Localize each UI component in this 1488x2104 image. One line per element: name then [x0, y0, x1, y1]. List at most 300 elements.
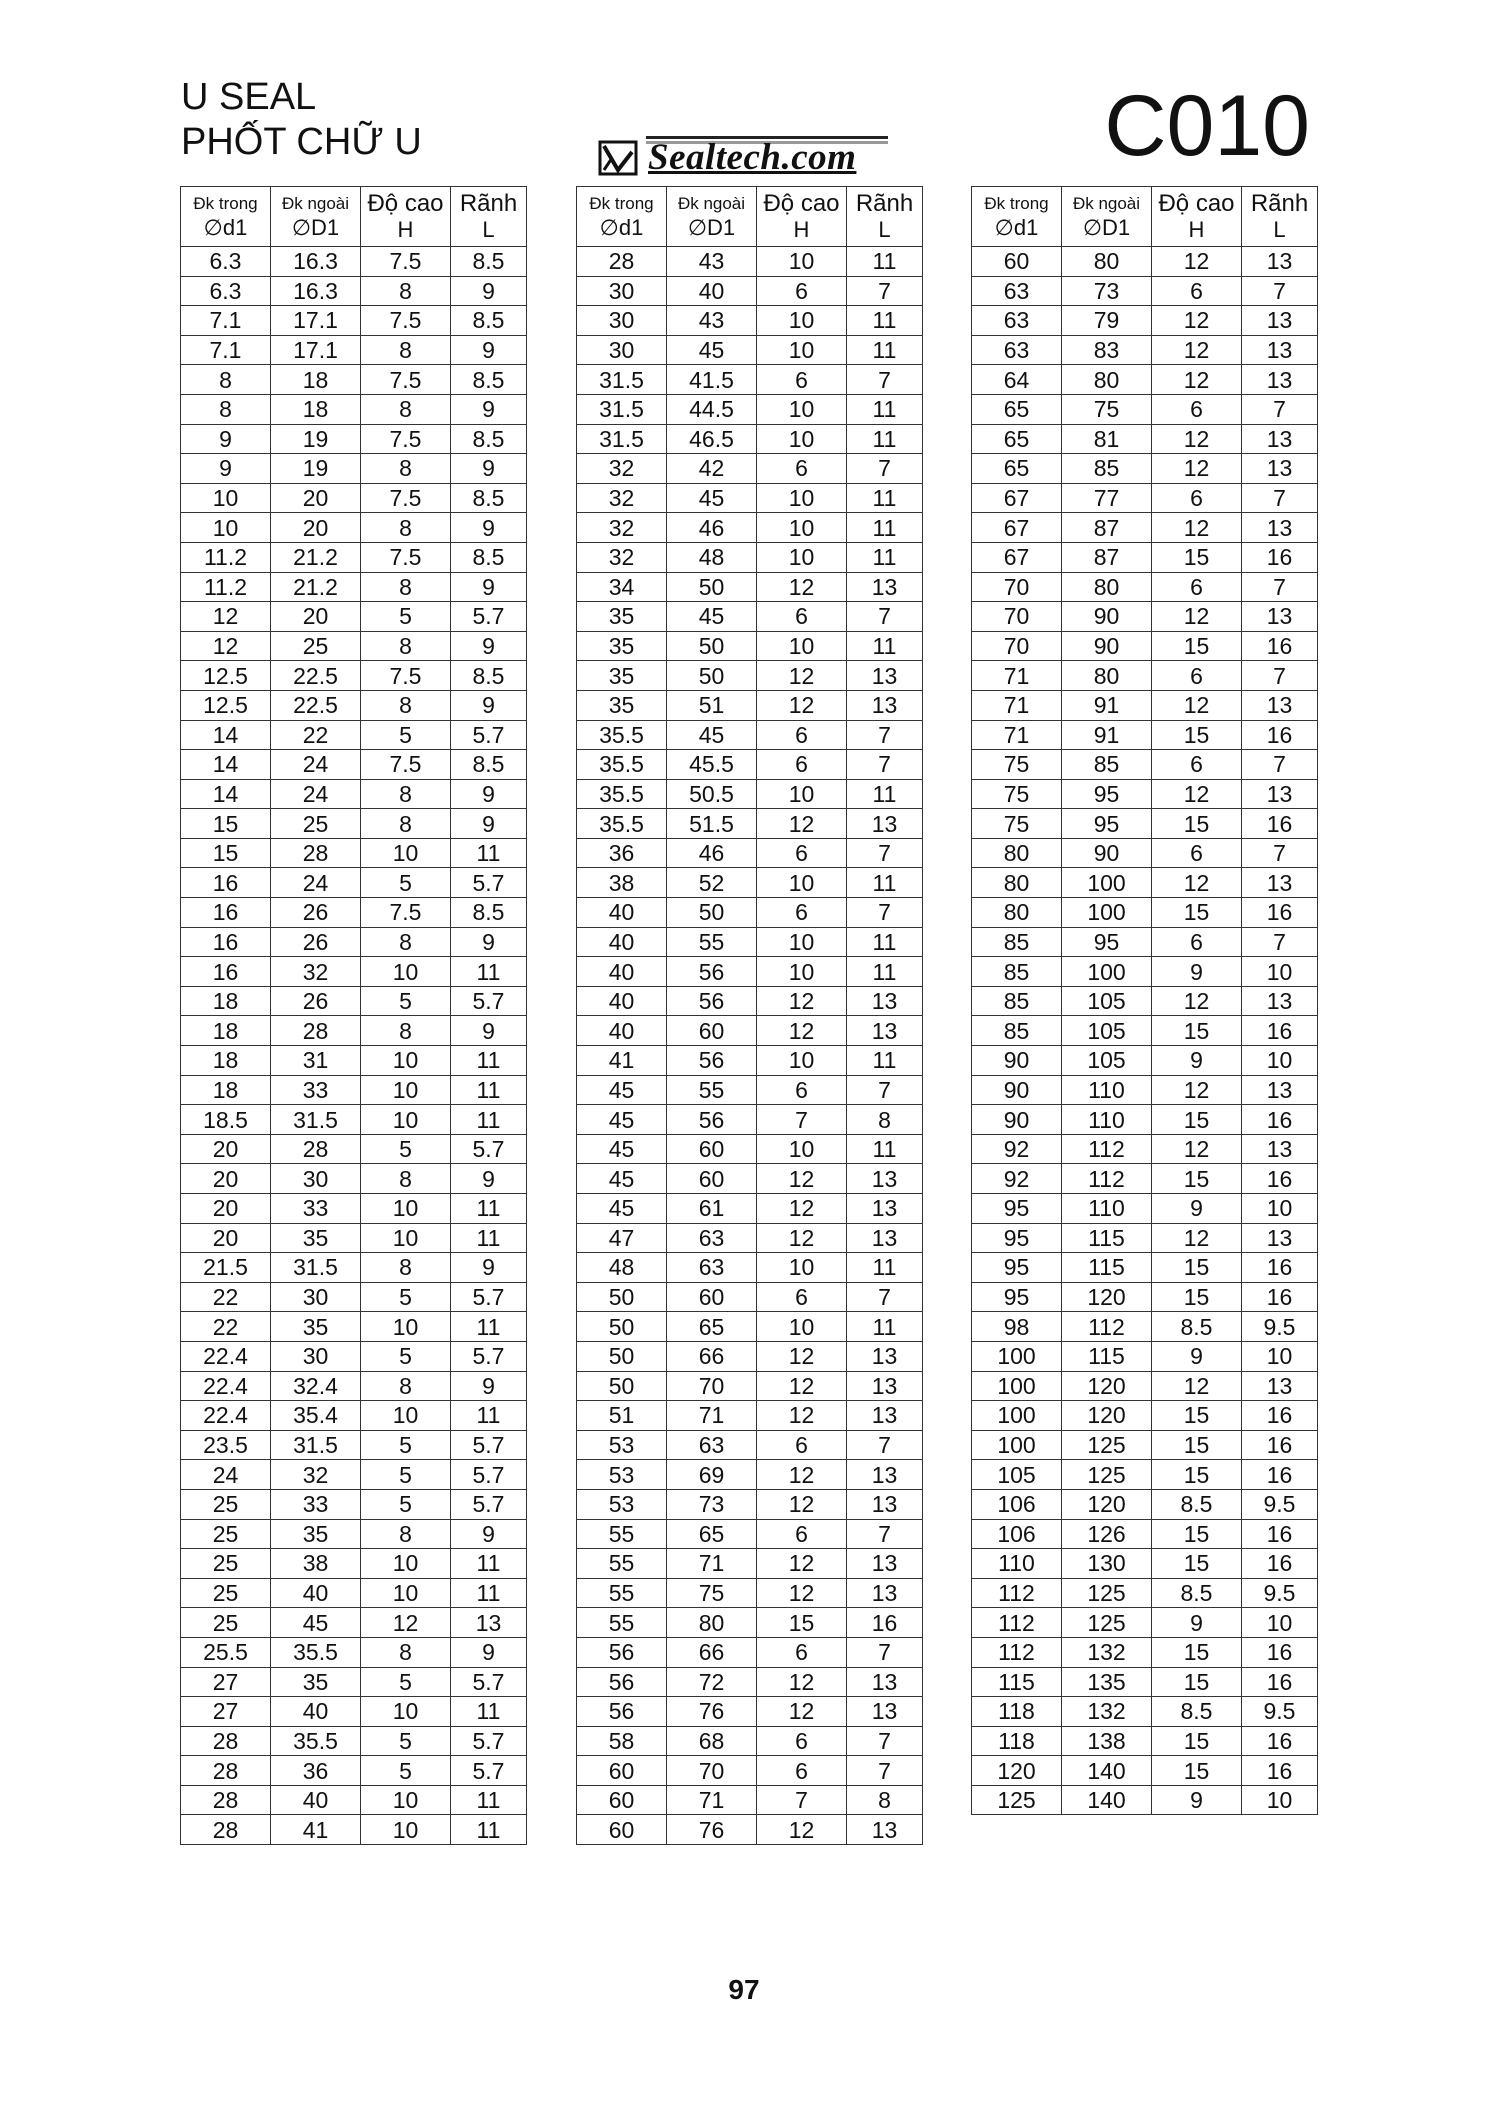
outer-diameter-cell: 20 — [271, 483, 361, 513]
inner-diameter-cell: 16 — [181, 868, 271, 898]
outer-diameter-cell: 71 — [667, 1401, 757, 1431]
outer-diameter-cell: 85 — [1062, 454, 1152, 484]
groove-cell: 13 — [847, 1223, 923, 1253]
height-cell: 12 — [1152, 335, 1242, 365]
groove-cell: 13 — [847, 1667, 923, 1697]
table-row — [181, 1016, 527, 1046]
table-row — [972, 394, 1318, 424]
inner-diameter-cell: 56 — [577, 1667, 667, 1697]
inner-diameter-cell: 125 — [972, 1785, 1062, 1815]
outer-diameter-cell: 63 — [667, 1430, 757, 1460]
outer-diameter-cell: 100 — [1062, 957, 1152, 987]
groove-cell: 11 — [451, 1223, 527, 1253]
outer-diameter-cell: 110 — [1062, 1105, 1152, 1135]
groove-cell: 9 — [451, 394, 527, 424]
outer-diameter-cell: 75 — [667, 1578, 757, 1608]
table-row — [972, 1726, 1318, 1756]
groove-cell: 9 — [451, 335, 527, 365]
height-cell: 15 — [1152, 1756, 1242, 1786]
groove-cell: 9.5 — [1242, 1697, 1318, 1727]
outer-diameter-cell: 91 — [1062, 720, 1152, 750]
outer-diameter-cell: 40 — [271, 1785, 361, 1815]
groove-cell: 9 — [451, 779, 527, 809]
outer-diameter-cell: 125 — [1062, 1608, 1152, 1638]
table-row — [181, 1312, 527, 1342]
groove-cell: 7 — [847, 276, 923, 306]
groove-cell: 9.5 — [1242, 1578, 1318, 1608]
groove-cell: 5.7 — [451, 868, 527, 898]
table-row — [181, 1075, 527, 1105]
height-cell: 12 — [757, 572, 847, 602]
table-row — [181, 1608, 527, 1638]
outer-diameter-cell: 112 — [1062, 1312, 1152, 1342]
table-row — [181, 809, 527, 839]
header-symbol: ∅d1 — [994, 214, 1039, 240]
table-row — [972, 1016, 1318, 1046]
outer-diameter-cell: 35.5 — [271, 1637, 361, 1667]
inner-diameter-cell: 27 — [181, 1667, 271, 1697]
inner-diameter-cell: 25.5 — [181, 1637, 271, 1667]
table-row — [972, 365, 1318, 395]
inner-diameter-cell: 30 — [577, 335, 667, 365]
outer-diameter-cell: 26 — [271, 927, 361, 957]
groove-cell: 11 — [451, 1105, 527, 1135]
groove-cell: 7 — [1242, 483, 1318, 513]
header-symbol: H — [397, 216, 414, 242]
inner-diameter-cell: 118 — [972, 1697, 1062, 1727]
outer-diameter-cell: 76 — [667, 1697, 757, 1727]
inner-diameter-cell: 50 — [577, 1341, 667, 1371]
groove-cell: 9 — [451, 276, 527, 306]
table-row — [181, 1341, 527, 1371]
groove-cell: 13 — [1242, 602, 1318, 632]
groove-cell: 13 — [1242, 690, 1318, 720]
height-cell: 7.5 — [361, 661, 451, 691]
height-cell: 6 — [1152, 661, 1242, 691]
outer-diameter-cell: 31.5 — [271, 1253, 361, 1283]
groove-cell: 16 — [1242, 1253, 1318, 1283]
groove-cell: 16 — [1242, 1667, 1318, 1697]
table-row — [577, 424, 923, 454]
height-cell: 5 — [361, 986, 451, 1016]
outer-diameter-cell: 50 — [667, 898, 757, 928]
height-cell: 8 — [361, 809, 451, 839]
height-cell: 6 — [1152, 394, 1242, 424]
table-row — [577, 335, 923, 365]
outer-diameter-cell: 80 — [1062, 661, 1152, 691]
height-cell: 8 — [361, 1253, 451, 1283]
outer-diameter-cell: 95 — [1062, 809, 1152, 839]
groove-cell: 13 — [1242, 424, 1318, 454]
groove-cell: 16 — [1242, 542, 1318, 572]
table-row — [181, 1726, 527, 1756]
outer-diameter-cell: 60 — [667, 1282, 757, 1312]
height-cell: 15 — [1152, 1519, 1242, 1549]
height-cell: 6 — [757, 454, 847, 484]
outer-diameter-cell: 21.2 — [271, 542, 361, 572]
outer-diameter-cell: 52 — [667, 868, 757, 898]
groove-cell: 9 — [451, 1371, 527, 1401]
table-row — [577, 1430, 923, 1460]
groove-cell: 13 — [1242, 335, 1318, 365]
outer-diameter-cell: 22.5 — [271, 690, 361, 720]
groove-header — [847, 187, 923, 247]
groove-cell: 8.5 — [451, 542, 527, 572]
outer-diameter-cell: 95 — [1062, 927, 1152, 957]
height-cell: 9 — [1152, 1046, 1242, 1076]
inner-diameter-cell: 80 — [972, 838, 1062, 868]
header-symbol: ∅D1 — [1082, 214, 1131, 240]
height-cell: 10 — [757, 927, 847, 957]
height-cell: 12 — [1152, 454, 1242, 484]
height-cell: 5 — [361, 868, 451, 898]
table-row — [181, 1430, 527, 1460]
header-symbol: H — [1188, 216, 1205, 242]
outer-diameter-cell: 120 — [1062, 1282, 1152, 1312]
height-cell: 12 — [1152, 247, 1242, 277]
table-row — [577, 602, 923, 632]
groove-cell: 13 — [847, 1815, 923, 1845]
outer-diameter-cell: 24 — [271, 779, 361, 809]
groove-cell: 11 — [847, 1046, 923, 1076]
table-row — [181, 1815, 527, 1845]
table-row — [181, 986, 527, 1016]
page-number: 97 — [728, 1974, 760, 2005]
groove-cell: 16 — [1242, 1401, 1318, 1431]
inner-diameter-cell: 12 — [181, 602, 271, 632]
inner-diameter-cell: 63 — [972, 306, 1062, 336]
inner-diameter-cell: 35 — [577, 690, 667, 720]
height-cell: 6 — [1152, 750, 1242, 780]
height-cell: 12 — [757, 1697, 847, 1727]
outer-diameter-cell: 35 — [271, 1223, 361, 1253]
groove-cell: 11 — [451, 1785, 527, 1815]
table-row — [972, 1608, 1318, 1638]
inner-diameter-cell: 71 — [972, 690, 1062, 720]
table-row — [972, 572, 1318, 602]
height-cell: 10 — [757, 1134, 847, 1164]
height-cell: 15 — [757, 1608, 847, 1638]
inner-diameter-cell: 21.5 — [181, 1253, 271, 1283]
table-row — [181, 542, 527, 572]
inner-diameter-cell: 100 — [972, 1401, 1062, 1431]
height-cell: 5 — [361, 1667, 451, 1697]
inner-diameter-cell: 28 — [181, 1726, 271, 1756]
outer-diameter-cell: 120 — [1062, 1401, 1152, 1431]
groove-cell: 7 — [1242, 572, 1318, 602]
inner-diameter-cell: 20 — [181, 1134, 271, 1164]
height-cell: 7.5 — [361, 424, 451, 454]
inner-diameter-header — [577, 187, 667, 247]
table-row — [577, 1046, 923, 1076]
table-row — [577, 1549, 923, 1579]
table-row — [972, 1105, 1318, 1135]
header-label: Đk ngoài — [677, 193, 746, 213]
height-cell: 12 — [757, 661, 847, 691]
height-cell: 15 — [1152, 1667, 1242, 1697]
table-row — [972, 454, 1318, 484]
table-row — [577, 1726, 923, 1756]
header-label: Rãnh — [459, 189, 518, 217]
inner-diameter-cell: 45 — [577, 1075, 667, 1105]
height-cell: 12 — [757, 1489, 847, 1519]
height-cell: 7 — [757, 1105, 847, 1135]
outer-diameter-cell: 16.3 — [271, 276, 361, 306]
height-cell: 12 — [757, 1371, 847, 1401]
outer-diameter-cell: 72 — [667, 1667, 757, 1697]
height-cell: 12 — [1152, 1134, 1242, 1164]
groove-cell: 7 — [847, 1726, 923, 1756]
height-cell: 8 — [361, 631, 451, 661]
outer-diameter-cell: 30 — [271, 1341, 361, 1371]
inner-diameter-cell: 40 — [577, 957, 667, 987]
height-cell: 6 — [757, 602, 847, 632]
groove-cell: 7 — [847, 1637, 923, 1667]
inner-diameter-cell: 110 — [972, 1549, 1062, 1579]
outer-diameter-cell: 125 — [1062, 1460, 1152, 1490]
table-row — [577, 247, 923, 277]
outer-diameter-cell: 40 — [667, 276, 757, 306]
inner-diameter-cell: 35.5 — [577, 809, 667, 839]
height-cell: 12 — [757, 690, 847, 720]
height-cell: 10 — [757, 631, 847, 661]
outer-diameter-cell: 115 — [1062, 1223, 1152, 1253]
groove-cell: 11 — [451, 1312, 527, 1342]
inner-diameter-cell: 85 — [972, 927, 1062, 957]
table-row — [577, 1164, 923, 1194]
outer-diameter-cell: 33 — [271, 1075, 361, 1105]
outer-diameter-cell: 125 — [1062, 1578, 1152, 1608]
table-row — [577, 957, 923, 987]
table-row — [972, 631, 1318, 661]
table-row — [577, 1519, 923, 1549]
groove-cell: 8.5 — [451, 483, 527, 513]
height-cell: 12 — [1152, 1223, 1242, 1253]
table-row — [181, 572, 527, 602]
inner-diameter-cell: 9 — [181, 424, 271, 454]
inner-diameter-cell: 14 — [181, 720, 271, 750]
inner-diameter-cell: 45 — [577, 1134, 667, 1164]
inner-diameter-cell: 22.4 — [181, 1341, 271, 1371]
table-row — [181, 1519, 527, 1549]
outer-diameter-cell: 28 — [271, 838, 361, 868]
height-cell: 6 — [1152, 838, 1242, 868]
inner-diameter-cell: 65 — [972, 454, 1062, 484]
inner-diameter-cell: 92 — [972, 1164, 1062, 1194]
table-row — [577, 661, 923, 691]
groove-cell: 9 — [451, 927, 527, 957]
height-cell: 5 — [361, 1430, 451, 1460]
outer-diameter-cell: 45.5 — [667, 750, 757, 780]
outer-diameter-cell: 132 — [1062, 1637, 1152, 1667]
table-row — [972, 1282, 1318, 1312]
size-table-2 — [576, 186, 923, 1845]
groove-cell: 7 — [847, 750, 923, 780]
inner-diameter-cell: 64 — [972, 365, 1062, 395]
inner-diameter-cell: 67 — [972, 513, 1062, 543]
sealtech-logo-icon — [598, 140, 638, 176]
height-cell: 15 — [1152, 720, 1242, 750]
inner-diameter-cell: 18 — [181, 1075, 271, 1105]
outer-diameter-cell: 56 — [667, 986, 757, 1016]
table-row — [181, 1134, 527, 1164]
inner-diameter-cell: 23.5 — [181, 1430, 271, 1460]
height-cell: 10 — [757, 247, 847, 277]
height-cell: 10 — [361, 1815, 451, 1845]
inner-diameter-cell: 16 — [181, 957, 271, 987]
inner-diameter-cell: 63 — [972, 335, 1062, 365]
height-cell: 9 — [1152, 1194, 1242, 1224]
table-row — [181, 306, 527, 336]
inner-diameter-header — [181, 187, 271, 247]
table-row — [972, 1519, 1318, 1549]
outer-diameter-cell: 112 — [1062, 1164, 1152, 1194]
outer-diameter-cell: 71 — [667, 1549, 757, 1579]
height-cell: 5 — [361, 602, 451, 632]
height-cell: 12 — [757, 1549, 847, 1579]
table-row — [972, 1785, 1318, 1815]
inner-diameter-cell: 90 — [972, 1046, 1062, 1076]
groove-cell: 13 — [1242, 513, 1318, 543]
outer-diameter-cell: 48 — [667, 542, 757, 572]
outer-diameter-cell: 35 — [271, 1519, 361, 1549]
height-cell: 10 — [757, 868, 847, 898]
inner-diameter-cell: 27 — [181, 1697, 271, 1727]
table-row — [181, 365, 527, 395]
table-row — [972, 690, 1318, 720]
inner-diameter-cell: 41 — [577, 1046, 667, 1076]
inner-diameter-cell: 22.4 — [181, 1371, 271, 1401]
groove-cell: 11 — [847, 631, 923, 661]
outer-diameter-cell: 105 — [1062, 986, 1152, 1016]
inner-diameter-cell: 60 — [577, 1815, 667, 1845]
inner-diameter-cell: 12 — [181, 631, 271, 661]
inner-diameter-cell: 25 — [181, 1608, 271, 1638]
outer-diameter-cell: 32 — [271, 1460, 361, 1490]
outer-diameter-cell: 56 — [667, 1105, 757, 1135]
groove-cell: 7 — [1242, 661, 1318, 691]
groove-cell: 11 — [451, 1046, 527, 1076]
table-row — [181, 1223, 527, 1253]
groove-cell: 13 — [1242, 247, 1318, 277]
height-cell: 6 — [1152, 483, 1242, 513]
height-cell: 10 — [757, 335, 847, 365]
groove-cell: 7 — [847, 1756, 923, 1786]
table-row — [181, 1785, 527, 1815]
height-cell: 6 — [1152, 572, 1242, 602]
outer-diameter-cell: 50 — [667, 572, 757, 602]
size-table-1 — [180, 186, 527, 1845]
height-cell: 10 — [361, 957, 451, 987]
inner-diameter-cell: 8 — [181, 365, 271, 395]
height-cell: 12 — [757, 1341, 847, 1371]
groove-cell: 10 — [1242, 957, 1318, 987]
table-row — [181, 1549, 527, 1579]
table-row — [181, 1371, 527, 1401]
groove-cell: 11 — [451, 957, 527, 987]
inner-diameter-cell: 56 — [577, 1697, 667, 1727]
outer-diameter-cell: 115 — [1062, 1253, 1152, 1283]
table-row — [181, 1046, 527, 1076]
groove-cell: 16 — [1242, 1430, 1318, 1460]
outer-diameter-cell: 112 — [1062, 1134, 1152, 1164]
table-row — [972, 542, 1318, 572]
table-row — [577, 1815, 923, 1845]
table-row — [577, 1016, 923, 1046]
inner-diameter-cell: 112 — [972, 1637, 1062, 1667]
groove-cell: 9 — [451, 513, 527, 543]
outer-diameter-cell: 45 — [667, 483, 757, 513]
outer-diameter-cell: 91 — [1062, 690, 1152, 720]
inner-diameter-cell: 35 — [577, 631, 667, 661]
groove-cell: 11 — [847, 868, 923, 898]
inner-diameter-cell: 60 — [972, 247, 1062, 277]
outer-diameter-cell: 132 — [1062, 1697, 1152, 1727]
groove-cell: 13 — [1242, 1371, 1318, 1401]
table-row — [972, 1489, 1318, 1519]
groove-cell: 7 — [847, 365, 923, 395]
groove-cell: 11 — [451, 1578, 527, 1608]
table-row — [181, 1164, 527, 1194]
groove-cell: 13 — [1242, 1223, 1318, 1253]
groove-cell: 7 — [847, 602, 923, 632]
inner-diameter-cell: 48 — [577, 1253, 667, 1283]
groove-cell: 11 — [847, 542, 923, 572]
inner-diameter-cell: 100 — [972, 1371, 1062, 1401]
table-row — [577, 1460, 923, 1490]
inner-diameter-cell: 58 — [577, 1726, 667, 1756]
height-cell: 8.5 — [1152, 1578, 1242, 1608]
groove-cell: 13 — [847, 572, 923, 602]
header-label: Đk trong — [193, 193, 258, 213]
table-row — [577, 542, 923, 572]
groove-cell: 11 — [847, 779, 923, 809]
height-cell: 8 — [361, 1371, 451, 1401]
inner-diameter-cell: 34 — [577, 572, 667, 602]
table-row — [577, 1756, 923, 1786]
height-cell: 15 — [1152, 1549, 1242, 1579]
height-cell: 7.5 — [361, 483, 451, 513]
outer-diameter-cell: 130 — [1062, 1549, 1152, 1579]
inner-diameter-cell: 75 — [972, 779, 1062, 809]
outer-diameter-cell: 46.5 — [667, 424, 757, 454]
header-label: Đk ngoài — [1072, 193, 1141, 213]
groove-cell: 16 — [1242, 720, 1318, 750]
height-cell: 8 — [361, 335, 451, 365]
outer-diameter-cell: 45 — [271, 1608, 361, 1638]
groove-cell: 9 — [451, 631, 527, 661]
table-row — [577, 1667, 923, 1697]
height-cell: 5 — [361, 1726, 451, 1756]
table-row — [972, 1637, 1318, 1667]
inner-diameter-cell: 35.5 — [577, 750, 667, 780]
header-symbol: ∅D1 — [291, 214, 340, 240]
table-row — [972, 1341, 1318, 1371]
outer-diameter-cell: 31 — [271, 1046, 361, 1076]
groove-cell: 7 — [1242, 838, 1318, 868]
height-cell: 10 — [757, 957, 847, 987]
height-cell: 10 — [361, 1785, 451, 1815]
groove-cell: 9.5 — [1242, 1489, 1318, 1519]
outer-diameter-cell: 56 — [667, 957, 757, 987]
height-cell: 8.5 — [1152, 1312, 1242, 1342]
table-row — [972, 750, 1318, 780]
groove-cell: 13 — [1242, 454, 1318, 484]
inner-diameter-cell: 22 — [181, 1282, 271, 1312]
groove-cell: 8 — [847, 1105, 923, 1135]
inner-diameter-cell: 53 — [577, 1430, 667, 1460]
outer-diameter-cell: 21.2 — [271, 572, 361, 602]
